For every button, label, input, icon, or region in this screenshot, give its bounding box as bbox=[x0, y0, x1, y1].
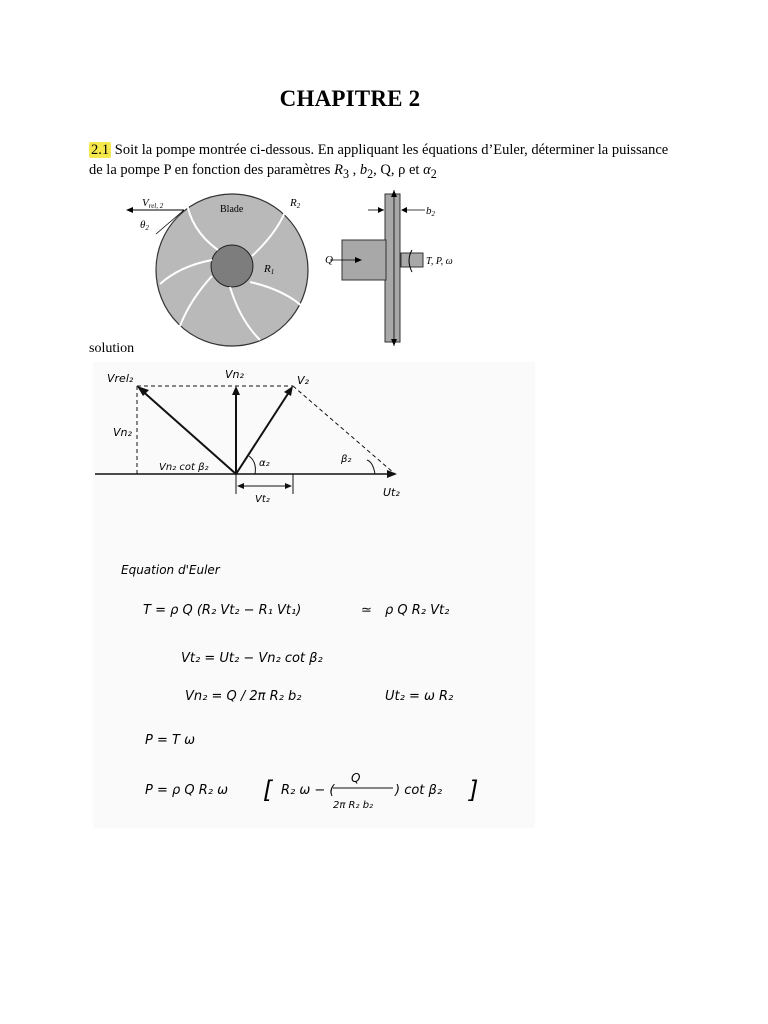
v2-vector-head bbox=[284, 386, 293, 396]
label-q: Q bbox=[325, 254, 333, 266]
label-vrel: Vrel, 2 bbox=[142, 197, 164, 210]
question-sep: , bbox=[348, 162, 360, 178]
question-rest: , Q, ρ et bbox=[373, 162, 424, 178]
label-t-p-omega: T, P, ω bbox=[426, 256, 453, 267]
beta-arc bbox=[367, 460, 375, 474]
hw-v2: V₂ bbox=[297, 374, 309, 387]
alpha-arc bbox=[249, 456, 255, 474]
question-text: Soit la pompe montrée ci-dessous. En appliquant les équations d’Euler, déterminer la puissance de la pompe P en fonction des paramètres bbox=[89, 142, 669, 178]
vt-dim-arrow-l bbox=[237, 483, 244, 489]
pump-side-disk bbox=[385, 194, 400, 342]
pump-figure bbox=[120, 190, 490, 350]
hw-bracket-close: ] bbox=[469, 776, 479, 804]
hw-vn: Vn₂ bbox=[225, 368, 244, 381]
hw-vn-cot: Vn₂ cot β₂ bbox=[159, 462, 209, 473]
label-r2: R2 bbox=[290, 197, 301, 210]
hw-eq2: Vt₂ = Ut₂ − Vn₂ cot β₂ bbox=[181, 651, 323, 666]
vrel-arrowhead bbox=[126, 207, 133, 213]
param-r3: R bbox=[334, 162, 343, 178]
hw-vrel: Vrel₂ bbox=[107, 372, 134, 385]
hw-eq1-left: T = ρ Q (R₂ Vt₂ − R₁ Vt₁) bbox=[143, 603, 302, 618]
hw-eq1-right: ρ Q R₂ Vt₂ bbox=[385, 603, 450, 618]
velocity-triangle bbox=[93, 362, 535, 828]
question-number: 2.1 bbox=[91, 142, 110, 158]
hw-vn-left: Vn₂ bbox=[113, 426, 132, 439]
param-alpha2-sub: 2 bbox=[430, 166, 437, 181]
param-b2: b bbox=[359, 162, 368, 178]
ut2-arrowhead bbox=[387, 470, 397, 478]
hw-bracket-open: [ bbox=[263, 776, 273, 804]
hw-eq5-term1: R₂ ω − ( bbox=[281, 783, 335, 798]
hw-eq5-num: Q bbox=[351, 771, 361, 785]
hw-eq5-den: 2π R₂ b₂ bbox=[333, 800, 374, 811]
hw-eq1-approx: ≃ bbox=[361, 603, 372, 618]
hw-eq3a: Vn₂ = Q / 2π R₂ b₂ bbox=[185, 689, 302, 704]
impeller-hub bbox=[211, 245, 253, 287]
hw-beta: β₂ bbox=[341, 454, 352, 465]
hw-eq-title: Equation d'Euler bbox=[121, 563, 220, 577]
label-r1: R1 bbox=[264, 263, 275, 276]
hw-eq5-prefix: P = ρ Q R₂ ω bbox=[145, 783, 229, 798]
handwritten-solution bbox=[93, 362, 535, 828]
question-2-1 bbox=[89, 140, 679, 184]
hw-vt: Vt₂ bbox=[255, 494, 270, 505]
b2-arrow-a bbox=[378, 207, 384, 213]
pump-shaft bbox=[401, 253, 423, 267]
param-alpha2: α bbox=[423, 162, 431, 178]
page-title: CHAPITRE 2 bbox=[279, 86, 421, 111]
param-b2-sub: 2 bbox=[367, 166, 374, 181]
hw-eq5-term2: ) cot β₂ bbox=[395, 783, 443, 798]
b2-arrow-b bbox=[401, 207, 407, 213]
vt-dim-arrow-r bbox=[285, 483, 292, 489]
hw-alpha: α₂ bbox=[259, 458, 270, 469]
hw-eq4: P = T ω bbox=[145, 733, 195, 748]
label-blade: Blade bbox=[220, 204, 244, 215]
solution-label: solution bbox=[89, 341, 135, 356]
vn-vector-head bbox=[232, 386, 240, 395]
hw-eq3b: Ut₂ = ω R₂ bbox=[385, 689, 454, 704]
label-b2: b2 bbox=[426, 205, 435, 218]
label-theta: θ2 bbox=[140, 219, 149, 232]
hw-ut: Ut₂ bbox=[383, 486, 400, 499]
param-r3-sub: 3 bbox=[342, 166, 349, 181]
